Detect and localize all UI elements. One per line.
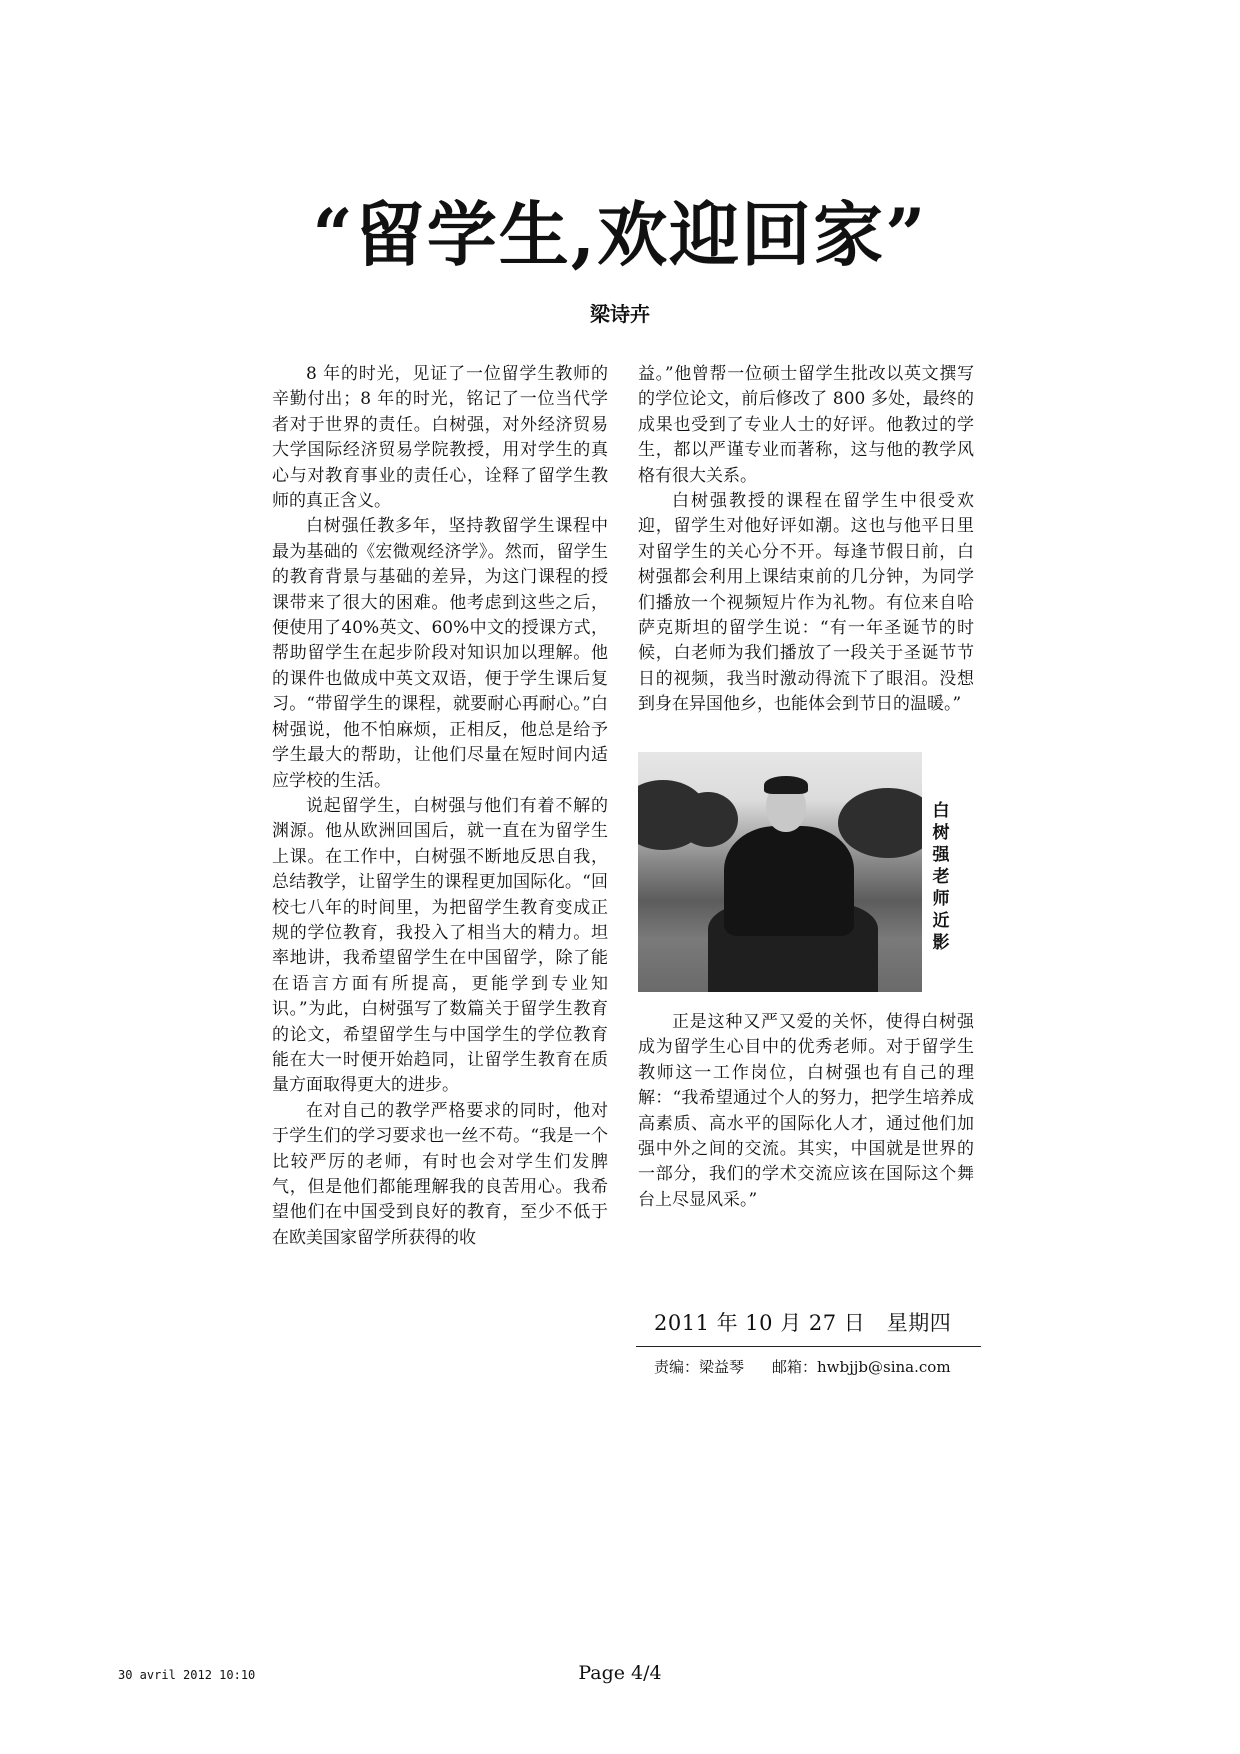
paragraph: 正是这种又严又爱的关怀，使得白树强成为留学生心目中的优秀老师。对于留学生教师这一工作岗位，白树强也有自己的理解：“我希望通过个人的努力，把学生培养成高素质、高水平的国际化人才，通过他们加强中外之间的交流。其实，中国就是世界的一部分，我们的学术交流应该在国际这个舞台上尽显风采。” [638,1012,974,1210]
right-column-top [638,362,974,718]
paragraph: 白树强任教多年，坚持教留学生课程中最为基础的《宏微观经济学》。然而，留学生的教育背景与基础的差异，为这门课程的授课带来了很大的困难。他考虑到这些之后，便使用了40%英文、60%中文的授课方式，帮助留学生在起步阶段对知识加以理解。他的课件也做成中英文双语，便于学生课后复习。“带留学生的课程，就要耐心再耐心。”白树强说，他不怕麻烦，正相反，他总是给予学生最大的帮助，让他们尽量在短时间内适应学校的生活。 [272,516,608,791]
editor-info [654,1356,951,1377]
paragraph: 8 年的时光，见证了一位留学生教师的辛勤付出；8 年的时光，铭记了一位当代学者对于世界的责任。白树强，对外经济贸易大学国际经济贸易学院教授，用对学生的真心与对教育事业的责任心，诠释了留学生教师的真正含义。 [272,364,608,512]
issue-date: 2011 年 10 月 27 日 星期四 [654,1311,952,1335]
page-number: Page 4/4 [578,1662,662,1684]
editor-email: 邮箱：hwbjjb@sina.com [772,1358,951,1376]
paragraph-continuation: 益。”他曾帮一位硕士留学生批改以英文撰写的学位论文，前后修改了 800 多处，最终的成果也受到了专业人士的好评。他教过的学生，都以严谨专业而著称，这与他的教学风格有很大关系。 [638,364,974,486]
teacher-photo [638,752,922,992]
article-author: 梁诗卉 [590,302,650,326]
photo-caption: 白树强老师近影 [932,801,950,953]
article-title: “留学生,欢迎回家” [312,193,928,276]
print-timestamp: 30 avril 2012 10:10 [118,1668,256,1682]
divider [636,1346,981,1347]
paragraph: 说起留学生，白树强与他们有着不解的渊源。他从欧洲回国后，就一直在为留学生上课。在工作中，白树强不断地反思自我，总结教学，让留学生的课程更加国际化。“回校七八年的时间里，为把留学生教育变成正规的学位教育，我投入了相当大的精力。坦率地讲，我希望留学生在中国留学，除了能在语言方面有所提高，更能学到专业知识。”为此，白树强写了数篇关于留学生教育的论文，希望留学生与中国学生的学位教育能在大一时便开始趋同，让留学生教育在质量方面取得更大的进步。 [272,795,608,1096]
editor-name: 责编：梁益琴 [654,1358,745,1376]
paragraph: 白树强教授的课程在留学生中很受欢迎，留学生对他好评如潮。这也与他平日里对留学生的关心分不开。每逢节假日前，白树强都会利用上课结束前的几分钟，为同学们播放一个视频短片作为礼物。有位来自哈萨克斯坦的留学生说：“有一年圣诞节的时候，白老师为我们播放了一段关于圣诞节节日的视频，我当时激动得流下了眼泪。没想到身在异国他乡，也能体会到节日的温暖。” [638,491,974,715]
paragraph: 在对自己的教学严格要求的同时，他对于学生们的学习要求也一丝不苟。“我是一个比较严厉的老师，有时也会对学生们发脾气，但是他们都能理解我的良苦用心。我希望他们在中国受到良好的教育，至少不低于在欧美国家留学所获得的收 [272,1100,608,1248]
right-column-bottom [638,1010,974,1213]
left-column [272,362,608,1251]
